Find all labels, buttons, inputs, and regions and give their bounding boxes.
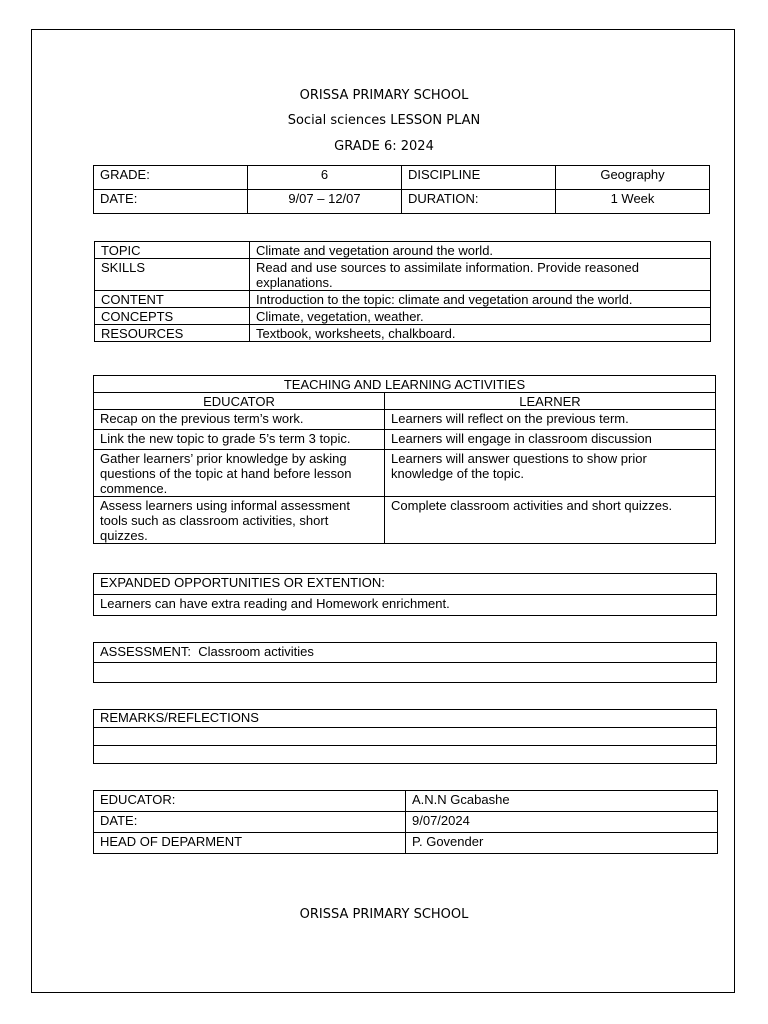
educator-label: EDUCATOR: <box>94 791 406 812</box>
topic-label: TOPIC <box>95 242 250 259</box>
table-row <box>94 710 717 728</box>
table-row <box>94 791 718 812</box>
duration-value: 1 Week <box>556 190 710 214</box>
activities-title: TEACHING AND LEARNING ACTIVITIES <box>94 376 716 393</box>
table-row <box>95 325 711 342</box>
table-row <box>94 376 716 393</box>
resources-value: Textbook, worksheets, chalkboard. <box>250 325 711 342</box>
table-row <box>94 190 710 214</box>
educator-activity: Recap on the previous term’s work. <box>94 410 385 430</box>
signoff-date-value: 9/07/2024 <box>406 812 718 833</box>
resources-label: RESOURCES <box>95 325 250 342</box>
table-row <box>95 259 711 291</box>
table-row <box>94 663 717 683</box>
content-label: CONTENT <box>95 291 250 308</box>
grade-value: 6 <box>248 166 402 190</box>
assessment-text: ASSESSMENT: Classroom activities <box>94 643 717 663</box>
learner-activity: Learners will answer questions to show prior knowledge of the topic. <box>385 450 716 497</box>
educator-activity: Assess learners using informal assessment tools such as classroom activities, short quizzes. <box>94 497 385 544</box>
table-row <box>94 595 717 616</box>
learner-activity: Learners will reflect on the previous term. <box>385 410 716 430</box>
skills-label: SKILLS <box>95 259 250 291</box>
remarks-table <box>93 709 717 764</box>
grade-year: GRADE 6: 2024 <box>334 139 434 154</box>
footer-school-name: ORISSA PRIMARY SCHOOL <box>299 907 469 922</box>
discipline-label: DISCIPLINE <box>402 166 556 190</box>
table-row <box>94 450 716 497</box>
date-value: 9/07 – 12/07 <box>248 190 402 214</box>
table-row <box>94 833 718 854</box>
concepts-label: CONCEPTS <box>95 308 250 325</box>
lesson-plan-title: Social sciences LESSON PLAN <box>287 113 481 128</box>
discipline-value: Geography <box>556 166 710 190</box>
expanded-text: Learners can have extra reading and Homework enrichment. <box>94 595 717 616</box>
table-row <box>94 393 716 410</box>
table-row <box>94 574 717 595</box>
table-row <box>94 728 717 746</box>
educator-name: A.N.N Gcabashe <box>406 791 718 812</box>
content-value: Introduction to the topic: climate and vegetation around the world. <box>250 291 711 308</box>
duration-label: DURATION: <box>402 190 556 214</box>
table-row <box>94 497 716 544</box>
table-row <box>94 430 716 450</box>
learner-activity: Learners will engage in classroom discussion <box>385 430 716 450</box>
educator-activity: Link the new topic to grade 5’s term 3 topic. <box>94 430 385 450</box>
table-row <box>94 746 717 764</box>
table-row <box>94 166 710 190</box>
school-name: ORISSA PRIMARY SCHOOL <box>299 88 469 103</box>
topic-table <box>94 241 711 342</box>
table-row <box>95 308 711 325</box>
expanded-opportunities-table <box>93 573 717 616</box>
signoff-table <box>93 790 718 854</box>
table-row <box>94 812 718 833</box>
assessment-blank <box>94 663 717 683</box>
table-row <box>95 291 711 308</box>
remarks-title: REMARKS/REFLECTIONS <box>94 710 717 728</box>
skills-value: Read and use sources to assimilate information. Provide reasoned explanations. <box>250 259 711 291</box>
activities-table <box>93 375 716 544</box>
table-row <box>95 242 711 259</box>
hod-label: HEAD OF DEPARMENT <box>94 833 406 854</box>
expanded-title: EXPANDED OPPORTUNITIES OR EXTENTION: <box>94 574 717 595</box>
learner-activity: Complete classroom activities and short quizzes. <box>385 497 716 544</box>
learner-header: LEARNER <box>385 393 716 410</box>
topic-value: Climate and vegetation around the world. <box>250 242 711 259</box>
hod-name: P. Govender <box>406 833 718 854</box>
signoff-date-label: DATE: <box>94 812 406 833</box>
educator-activity: Gather learners’ prior knowledge by asking questions of the topic at hand before lesson commence. <box>94 450 385 497</box>
grade-label: GRADE: <box>94 166 248 190</box>
table-row <box>94 410 716 430</box>
date-label: DATE: <box>94 190 248 214</box>
remarks-blank <box>94 746 717 764</box>
grade-info-table <box>93 165 710 214</box>
assessment-table <box>93 642 717 683</box>
educator-header: EDUCATOR <box>94 393 385 410</box>
concepts-value: Climate, vegetation, weather. <box>250 308 711 325</box>
remarks-blank <box>94 728 717 746</box>
table-row <box>94 643 717 663</box>
